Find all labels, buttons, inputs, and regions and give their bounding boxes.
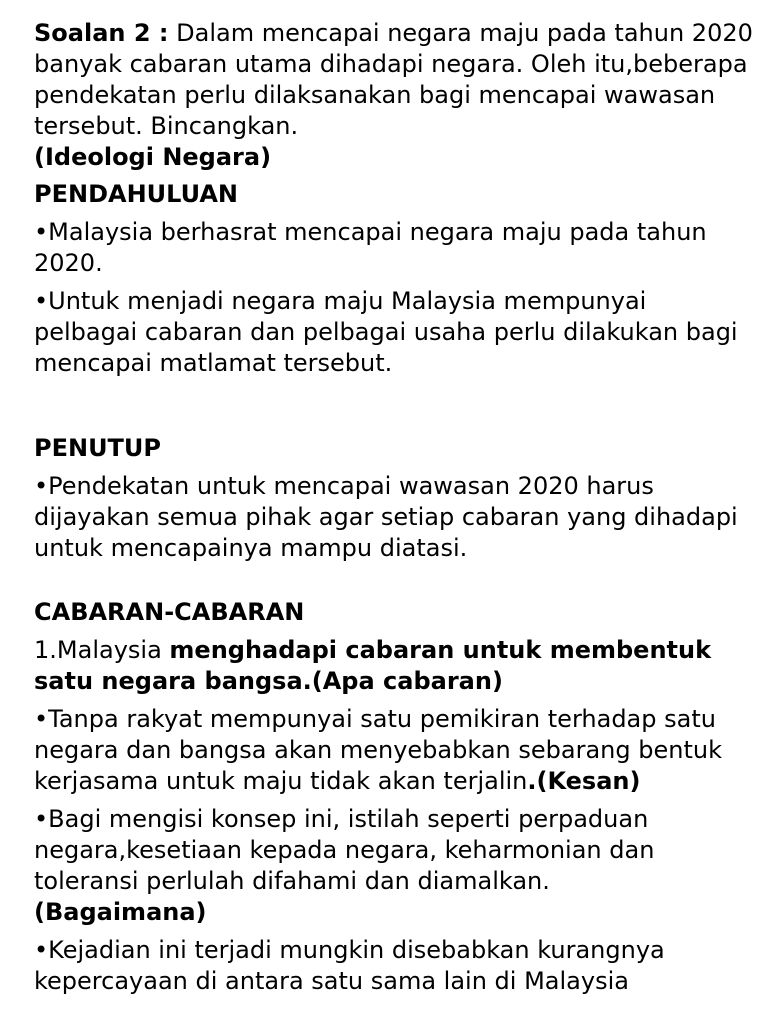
document-page (34, 18, 754, 1004)
question-tag: (Ideologi Negara) (34, 143, 272, 171)
question-text: Dalam mencapai negara maju pada tahun 2020 banyak cabaran utama dihadapi negara. Oleh itu,beberapa pendekatan perlu dilaksanakan bagi mencapai wawasan tersebut. Bincangkan. (34, 19, 753, 140)
cabaran-point-1-tag: .(Kesan) (527, 767, 641, 795)
cabaran-item-1 (34, 635, 754, 697)
cabaran-point-1 (34, 704, 754, 797)
cabaran-item-1-title: menghadapi cabaran untuk membentuk satu negara bangsa.(Apa cabaran) (34, 636, 712, 695)
cabaran-point-3: •Kejadian ini terjadi mungkin disebabkan kurangnya kepercayaan di antara satu sama lain di Malaysia (34, 936, 665, 995)
question-label: Soalan 2 : (34, 19, 169, 47)
cabaran-point-2 (34, 804, 754, 928)
cabaran-point-2-text: •Bagi mengisi konsep ini, istilah seperti perpaduan negara,kesetiaan kepada negara, keharmonian dan toleransi perlulah difahami dan diamalkan. (34, 805, 655, 895)
cabaran-item-1-prefix: 1.Malaysia (34, 636, 170, 664)
penutup-point: •Pendekatan untuk mencapai wawasan 2020 harus dijayakan semua pihak agar setiap cabaran yang dihadapi untuk mencapainya mampu diatasi. (34, 472, 738, 562)
pendahuluan-heading: PENDAHULUAN (34, 180, 238, 208)
pendahuluan-point-2: •Untuk menjadi negara maju Malaysia mempunyai pelbagai cabaran dan pelbagai usaha perlu dilakukan bagi mencapai matlamat tersebut. (34, 287, 738, 377)
cabaran-point-2-tag: (Bagaimana) (34, 898, 207, 926)
cabaran-heading: CABARAN-CABARAN (34, 598, 305, 626)
pendahuluan-point-1: •Malaysia berhasrat mencapai negara maju pada tahun 2020. (34, 218, 707, 277)
penutup-heading: PENUTUP (34, 434, 162, 462)
question-paragraph (34, 18, 754, 173)
cabaran-point-1-text: •Tanpa rakyat mempunyai satu pemikiran terhadap satu negara dan bangsa akan menyebabkan sebarang bentuk kerjasama untuk maju tidak akan terjalin (34, 705, 722, 795)
